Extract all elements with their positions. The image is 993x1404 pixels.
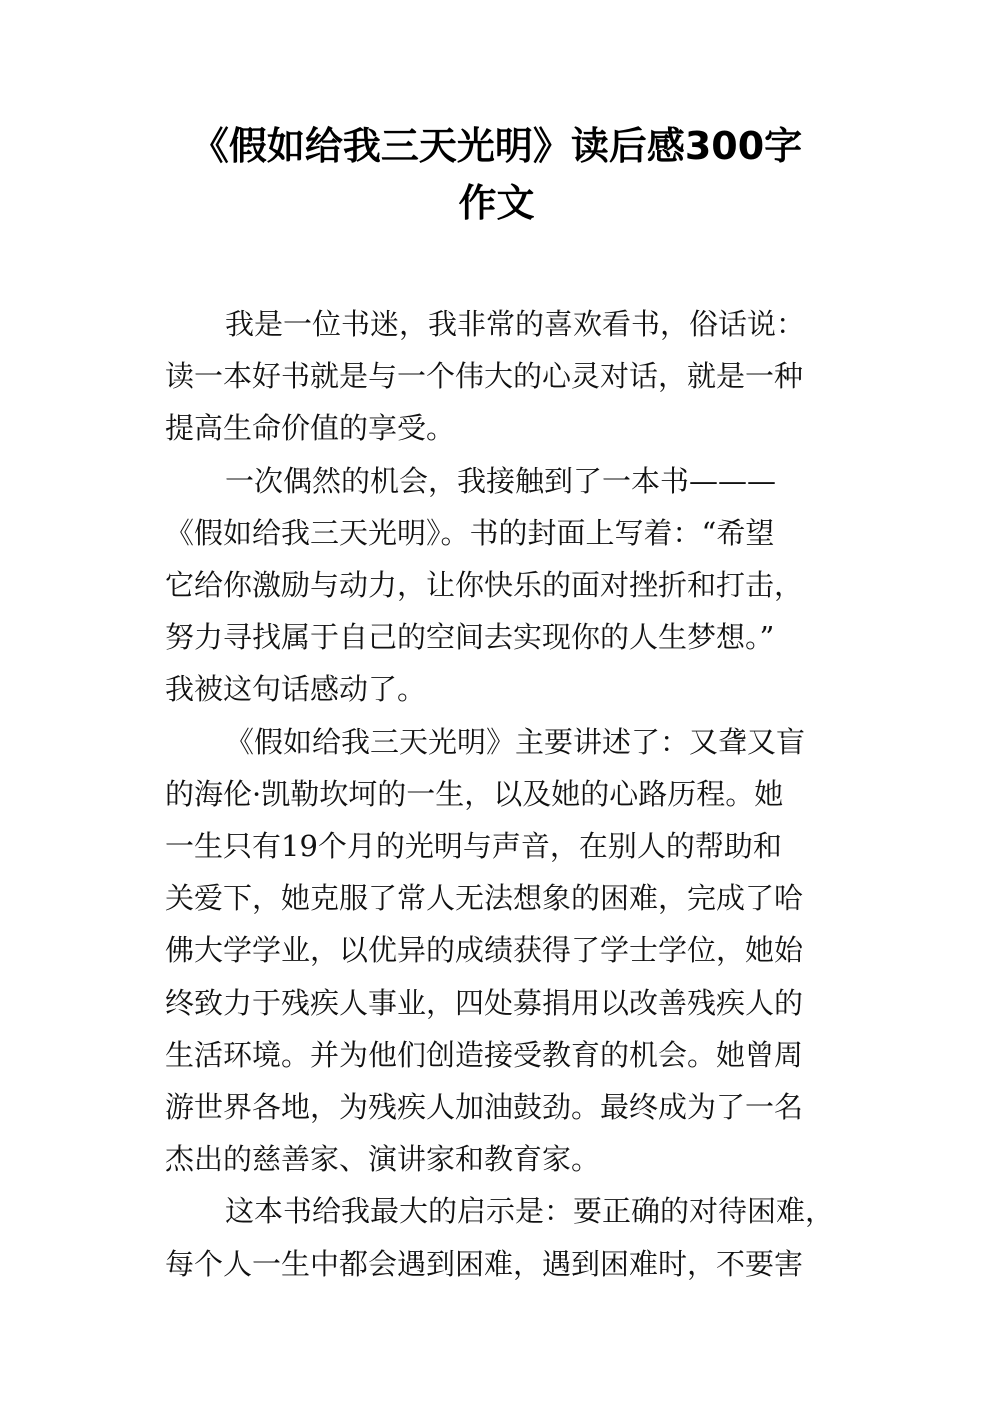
text-line: 的海伦·凯勒坎坷的一生，以及她的心路历程。她 — [165, 776, 784, 811]
text-line: 一次偶然的机会，我接触到了一本书——— — [225, 463, 777, 498]
text-line: 这本书给我最大的启示是：要正确的对待困难， — [225, 1194, 835, 1229]
text-line: 游世界各地，为残疾人加油鼓劲。最终成为了一名 — [165, 1090, 804, 1125]
title-line-2: 作文 — [458, 181, 535, 225]
paragraph-1 — [165, 298, 833, 455]
text-line: 关爱下，她克服了常人无法想象的困难，完成了哈 — [165, 881, 804, 916]
text-line: 杰出的慈善家、演讲家和教育家。 — [165, 1142, 601, 1177]
document-title — [150, 118, 843, 232]
text-line: 生活环境。并为他们创造接受教育的机会。她曾周 — [165, 1037, 804, 1072]
paragraph-2 — [165, 455, 833, 716]
text-line: 《假如给我三天光明》。书的封面上写着：“希望 — [165, 515, 775, 550]
text-line: 它给你激励与动力，让你快乐的面对挫折和打击， — [165, 568, 804, 603]
text-line: 《假如给我三天光明》主要讲述了：又聋又盲 — [225, 724, 806, 759]
text-line: 佛大学学业，以优异的成绩获得了学士学位，她始 — [165, 933, 804, 968]
text-line: 一生只有19个月的光明与声音，在别人的帮助和 — [165, 829, 782, 864]
essay-body — [165, 298, 833, 1290]
text-line: 我是一位书迷，我非常的喜欢看书，俗话说： — [225, 307, 806, 341]
text-line: 每个人一生中都会遇到困难，遇到困难时，不要害 — [165, 1246, 804, 1281]
text-line: 我被这句话感动了。 — [165, 672, 427, 707]
paragraph-3 — [165, 716, 833, 1186]
text-line: 读一本好书就是与一个伟大的心灵对话，就是一种 — [165, 359, 804, 394]
title-line-1: 《假如给我三天光明》读后感300字 — [190, 124, 803, 168]
text-line: 努力寻找属于自己的空间去实现你的人生梦想。” — [165, 620, 775, 655]
text-line: 终致力于残疾人事业，四处募捐用以改善残疾人的 — [165, 985, 804, 1020]
text-line: 提高生命价值的享受。 — [165, 411, 456, 446]
paragraph-4 — [165, 1185, 833, 1289]
